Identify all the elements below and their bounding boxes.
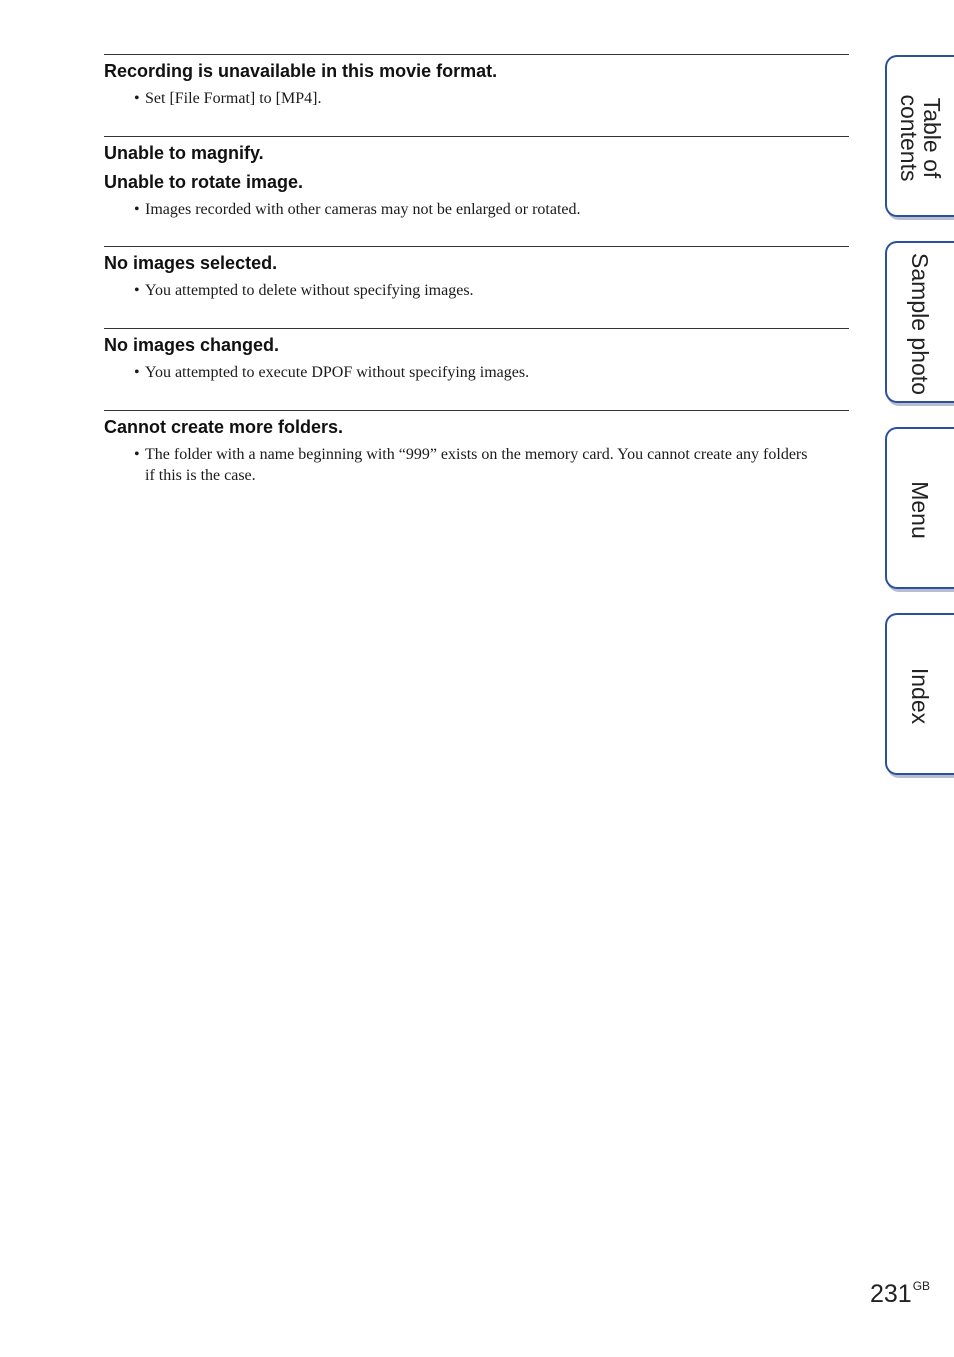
bullet-item: • Images recorded with other cameras may not be enlarged or rotated. bbox=[134, 199, 849, 220]
bullet-list bbox=[104, 280, 849, 301]
message-heading: Recording is unavailable in this movie format. bbox=[104, 61, 498, 81]
message-section bbox=[104, 410, 849, 506]
document-body bbox=[104, 54, 849, 506]
message-heading: Unable to magnify. bbox=[104, 143, 264, 163]
page-number-value: 231 bbox=[870, 1280, 912, 1308]
bullet-list bbox=[104, 88, 849, 109]
tab-sample-photo[interactable] bbox=[885, 241, 954, 403]
message-heading: Unable to rotate image. bbox=[104, 172, 304, 192]
tab-index[interactable] bbox=[885, 613, 954, 775]
message-heading: No images selected. bbox=[104, 253, 278, 273]
page-number bbox=[870, 1279, 930, 1309]
tab-table-of-contents[interactable] bbox=[885, 55, 954, 217]
tab-label: Index bbox=[907, 667, 934, 725]
bullet-item: • You attempted to delete without specifying images. bbox=[134, 280, 849, 301]
bullet-item: • You attempted to execute DPOF without specifying images. bbox=[134, 362, 849, 383]
message-heading: No images changed. bbox=[104, 335, 280, 355]
message-section bbox=[104, 246, 849, 328]
bullet-list bbox=[104, 199, 849, 220]
bullet-list bbox=[104, 362, 849, 383]
bullet-item: • Set [File Format] to [MP4]. bbox=[134, 88, 849, 109]
tab-label: Table of contents bbox=[896, 94, 945, 182]
message-heading: Cannot create more folders. bbox=[104, 417, 344, 437]
page-number-suffix: GB bbox=[912, 1279, 931, 1293]
bullet-item: • The folder with a name beginning with “999” exists on the memory card. You cannot create any folders if this is the case. bbox=[134, 444, 849, 486]
message-section bbox=[104, 54, 849, 136]
bullet-list bbox=[104, 444, 849, 486]
message-section bbox=[104, 328, 849, 410]
message-section bbox=[104, 136, 849, 246]
tab-menu[interactable] bbox=[885, 427, 954, 589]
tab-label: Sample photo bbox=[907, 253, 934, 395]
tab-label: Menu bbox=[907, 481, 934, 539]
